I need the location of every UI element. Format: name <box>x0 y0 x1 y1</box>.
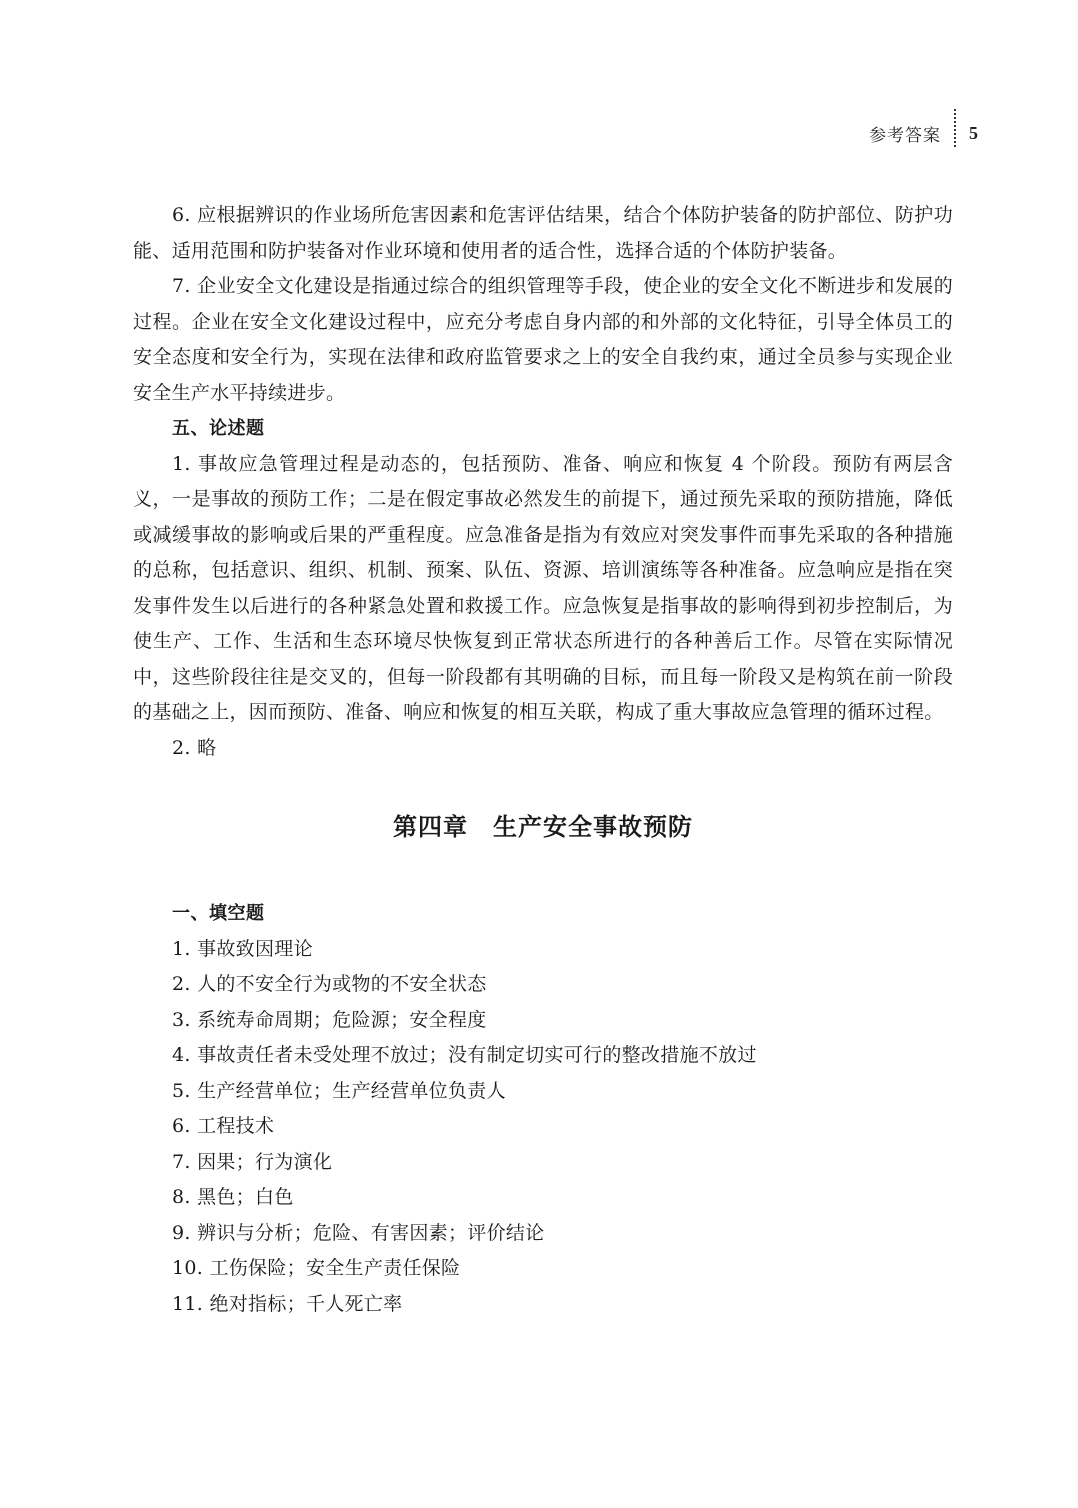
section-heading-fill-blank: 一、填空题 <box>172 903 265 924</box>
chapter-title: 第四章 生产安全事故预防 <box>393 813 693 841</box>
running-title: 参考答案 <box>869 125 941 146</box>
fill-blank-answer-list <box>133 932 953 1323</box>
list-item: 2. 人的不安全行为或物的不安全状态 <box>172 973 487 995</box>
page-body <box>133 198 953 1322</box>
page-number: 5 <box>969 122 978 143</box>
list-item: 4. 事故责任者未受处理不放过；没有制定切实可行的整改措施不放过 <box>172 1044 757 1066</box>
essay-answer: 1. 事故应急管理过程是动态的，包括预防、准备、响应和恢复 4 个阶段。预防有两层含义，一是事故的预防工作；二是在假定事故必然发生的前提下，通过预先采取的预防措施，降低或减缓事故的影响或后果的严重程度。应急准备是指为有效应对突发事件而事先采取的各种措施的总称，包括意识、组织、机制、预案、队伍、资源、培训演练等各种准备。应急响应是指在突发事件发生以后进行的各种紧急处置和救援工作。应急恢复是指事故的影响得到初步控制后，为使生产、工作、生活和生态环境尽快恢复到正常状态所进行的各种善后工作。尽管在实际情况中，这些阶段往往是交叉的，但每一阶段都有其明确的目标，而且每一阶段又是构筑在前一阶段的基础之上，因而预防、准备、响应和恢复的相互关联，构成了重大事故应急管理的循环过程。 <box>133 452 953 723</box>
list-item: 9. 辨识与分析；危险、有害因素；评价结论 <box>172 1221 545 1244</box>
list-item: 3. 系统寿命周期；危险源；安全程度 <box>172 1008 487 1031</box>
list-item: 7. 因果；行为演化 <box>172 1150 333 1173</box>
header-divider <box>954 109 956 147</box>
answer-paragraph: 6. 应根据辨识的作业场所危害因素和危害评估结果，结合个体防护装备的防护部位、防护功能、适用范围和防护装备对作业环境和使用者的适合性，选择合适的个体防护装备。 <box>133 204 953 262</box>
essay-answer: 2. 略 <box>172 736 217 759</box>
list-item: 8. 黑色；白色 <box>172 1186 294 1208</box>
section-heading-essay: 五、论述题 <box>172 418 265 439</box>
list-item: 10. 工伤保险；安全生产责任保险 <box>172 1257 461 1279</box>
answer-paragraph: 7. 企业安全文化建设是指通过综合的组织管理等手段，使企业的安全文化不断进步和发展的过程。企业在安全文化建设过程中，应充分考虑自身内部的和外部的文化特征，引导全体员工的安全态度和安全行为，实现在法律和政府监管要求之上的安全自我约束，通过全员参与实现企业安全生产水平持续进步。 <box>133 275 953 404</box>
list-item: 6. 工程技术 <box>172 1115 275 1137</box>
list-item: 1. 事故致因理论 <box>172 937 313 960</box>
list-item: 5. 生产经营单位；生产经营单位负责人 <box>172 1079 506 1102</box>
list-item: 11. 绝对指标；千人死亡率 <box>172 1292 403 1315</box>
page-header <box>869 118 978 148</box>
